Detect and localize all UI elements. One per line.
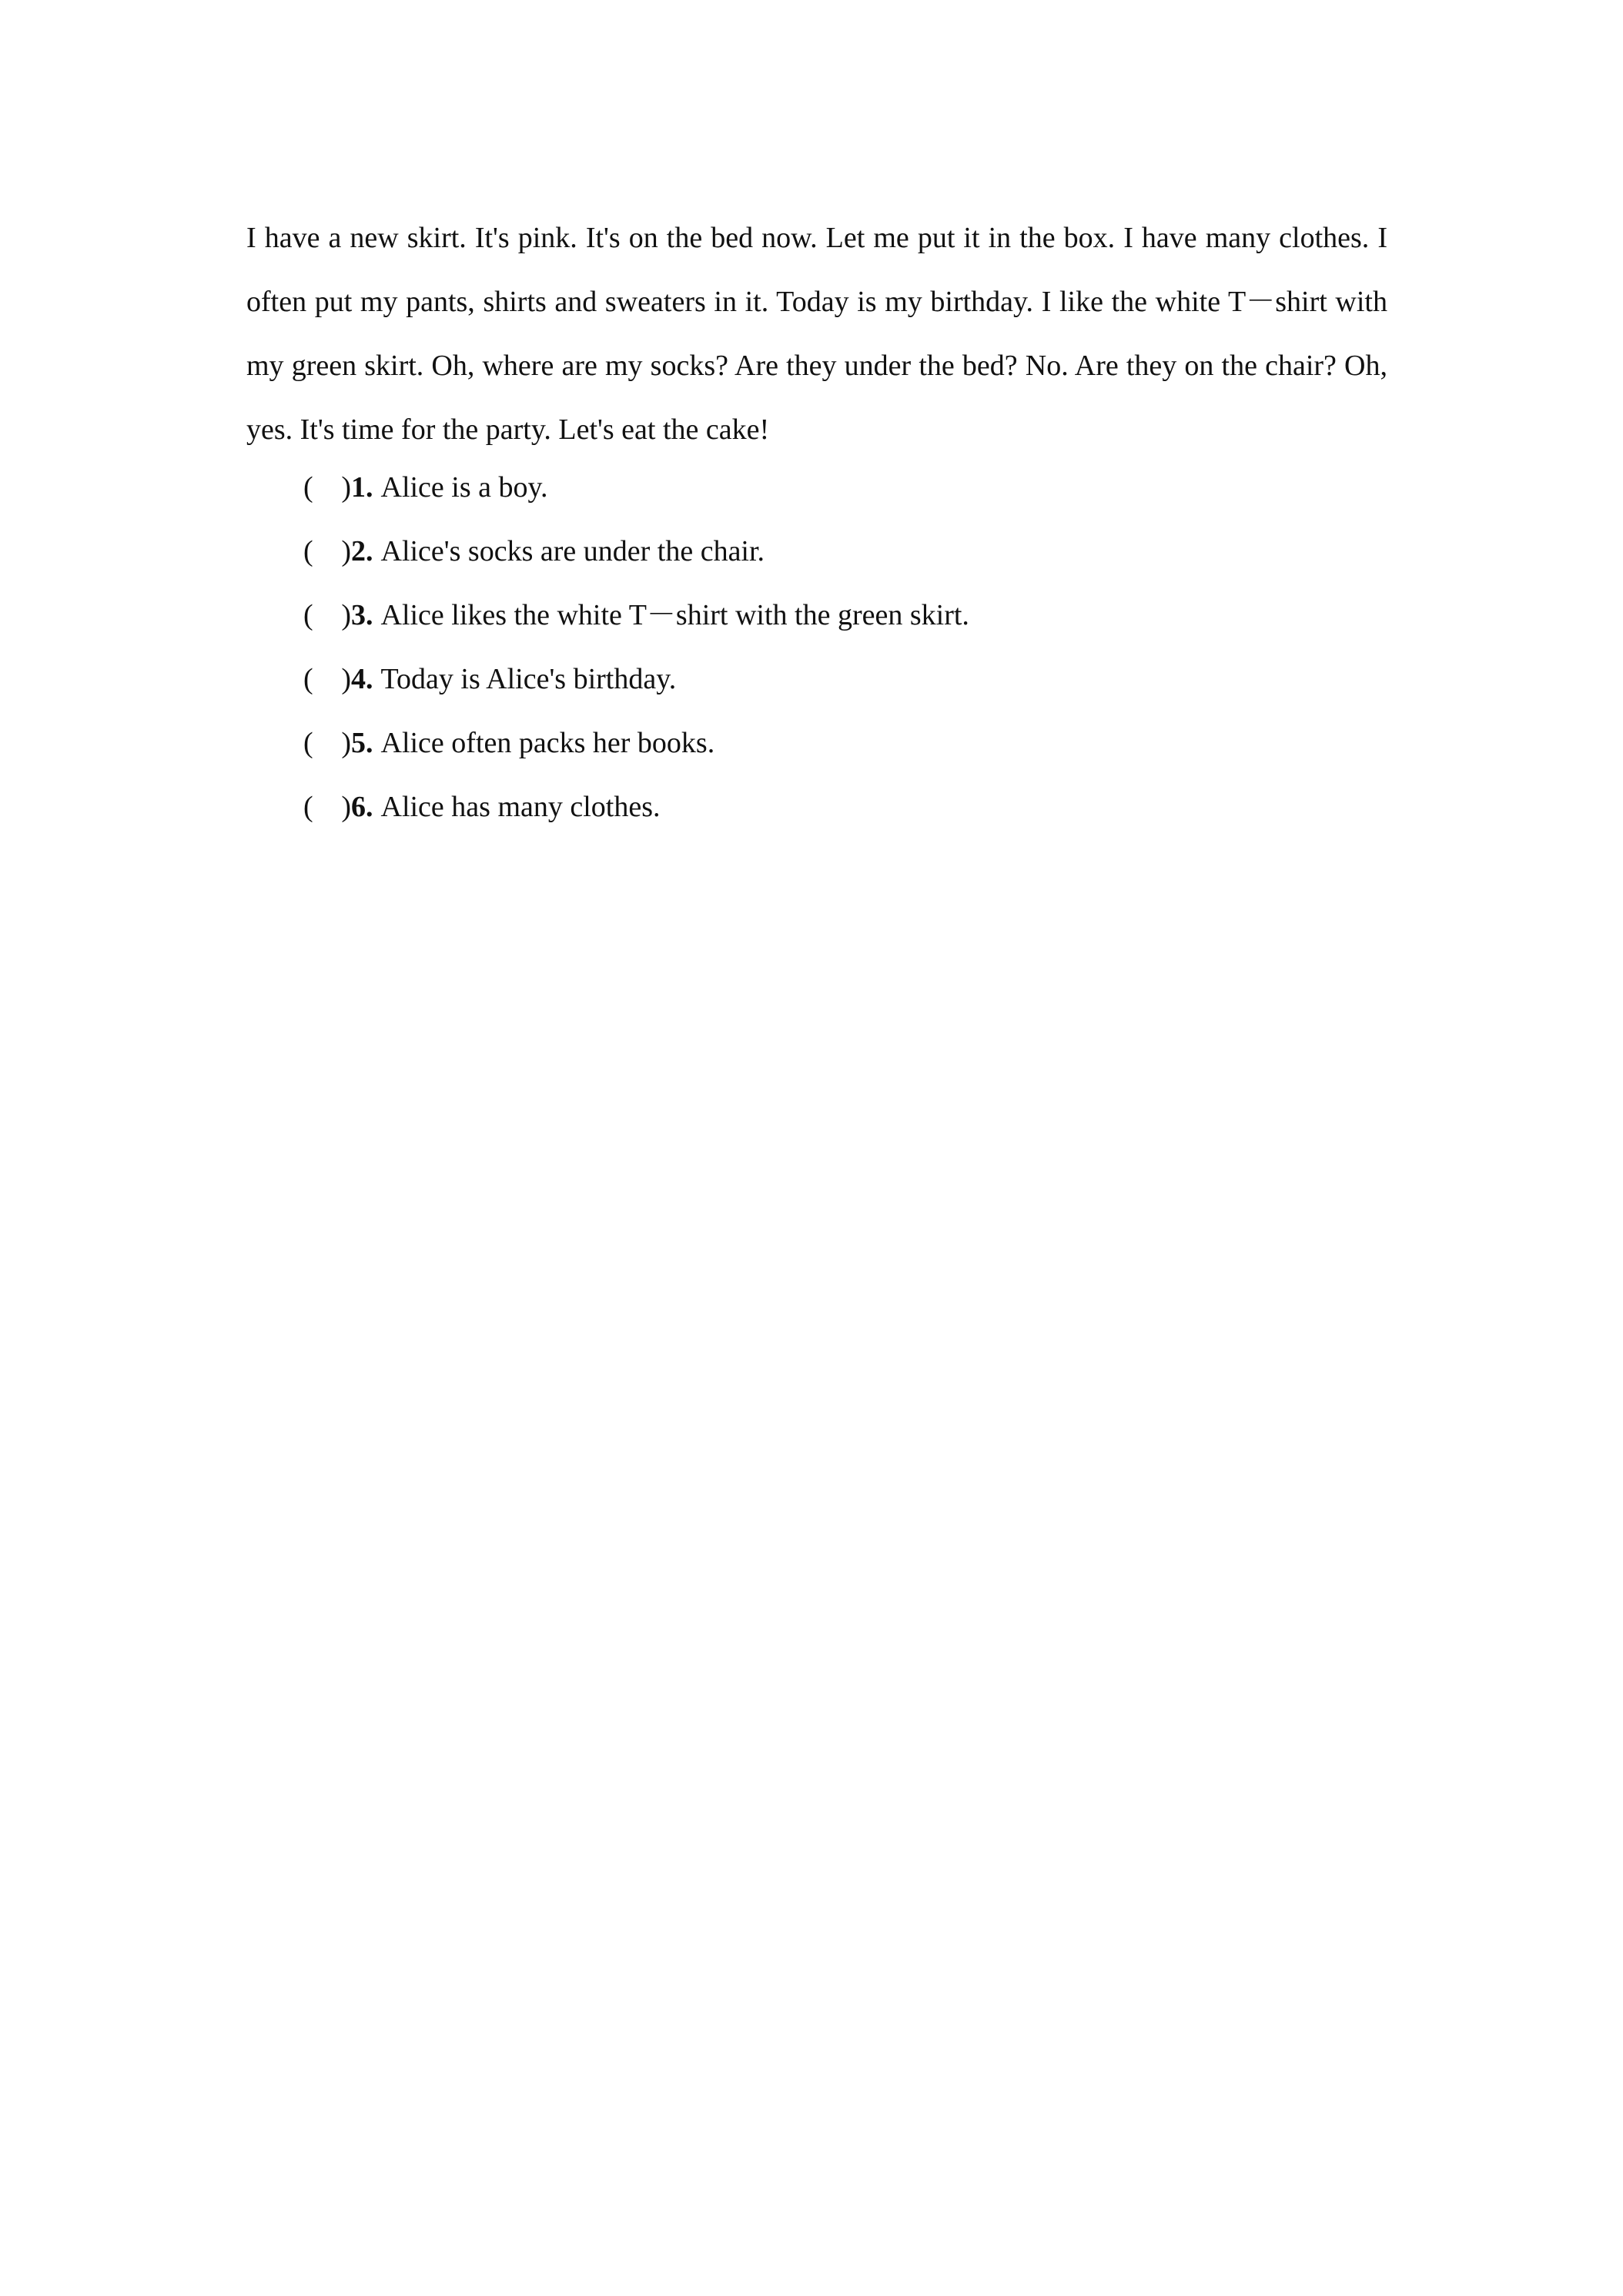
question-number: 3. <box>351 599 373 631</box>
question-text: Alice is a boy. <box>380 471 548 504</box>
question-text: Alice has many clothes. <box>380 791 661 823</box>
question-text: Alice likes the white T－shirt with the green skirt. <box>380 599 969 631</box>
question-item-2 <box>303 520 969 584</box>
question-number: 1. <box>351 471 373 504</box>
question-list <box>303 456 969 839</box>
answer-blank[interactable]: ( ) <box>303 599 351 631</box>
question-item-1 <box>303 456 969 520</box>
question-text: Alice's socks are under the chair. <box>380 535 765 567</box>
reading-passage: I have a new skirt. It's pink. It's on the bed now. Let me put it in the box. I have many clothes. I often put my pants, shirts and sweaters in it. Today is my birthday. I like the white T－shirt with my green skirt. Oh, where are my socks? Are they under the bed? No. Are they on the chair? Oh, yes. It's time for the party. Let's eat the cake! <box>246 222 1387 446</box>
question-text: Today is Alice's birthday. <box>380 663 677 695</box>
question-item-6 <box>303 775 969 839</box>
question-item-4 <box>303 648 969 711</box>
question-item-5 <box>303 711 969 775</box>
answer-blank[interactable]: ( ) <box>303 663 351 695</box>
answer-blank[interactable]: ( ) <box>303 535 351 567</box>
question-number: 2. <box>351 535 373 567</box>
question-number: 4. <box>351 663 373 695</box>
question-number: 6. <box>351 791 373 823</box>
question-text: Alice often packs her books. <box>380 727 715 759</box>
question-number: 5. <box>351 727 373 759</box>
answer-blank[interactable]: ( ) <box>303 471 351 504</box>
answer-blank[interactable]: ( ) <box>303 727 351 759</box>
answer-blank[interactable]: ( ) <box>303 791 351 823</box>
question-item-3 <box>303 584 969 648</box>
